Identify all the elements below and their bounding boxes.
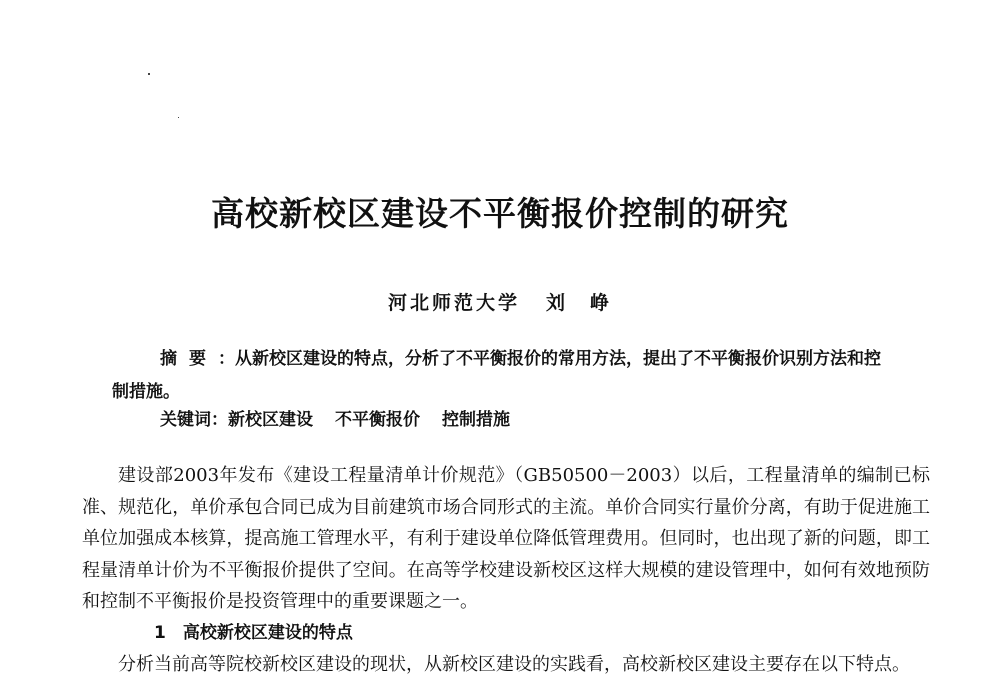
scan-speck — [148, 73, 150, 75]
abstract-label: 摘要 — [160, 349, 218, 369]
section-heading: 1 高校新校区建设的特点 — [154, 622, 353, 643]
body-text — [82, 460, 930, 681]
keyword-item: 控制措施 — [442, 410, 510, 430]
keyword-item: 新校区建设 — [228, 410, 313, 430]
body-paragraph: 建设部2003年发布《建设工程量清单计价规范》（GB50500－2003）以后，工程量清单的编制已标准、规范化，单价承包合同已成为目前建筑市场合同形式的主流。单价合同实行量价分离，有助于促进施工单位加强成本核算，提高施工管理水平，有利于建设单位降低管理费用。但同时，也出现了新的问题，即工程量清单计价为不平衡报价提供了空间。在高等学校建设新校区这样大规模的建设管理中，如何有效地预防和控制不平衡报价是投资管理中的重要课题之一。 — [82, 465, 930, 612]
scan-speck — [178, 117, 179, 118]
abstract — [112, 343, 892, 409]
abstract-text: ：从新校区建设的特点，分析了不平衡报价的常用方法，提出了不平衡报价识别方法和控制措施。 — [112, 349, 881, 402]
author-affiliation: 河北师范大学 — [387, 292, 520, 314]
body-paragraph: 分析当前高等院校新校区建设的现状，从新校区建设的实践看，高校新校区建设主要存在以下特点。 — [118, 654, 910, 675]
author-name: 刘 峥 — [546, 292, 613, 314]
paper-title: 高校新校区建设不平衡报价控制的研究 — [211, 194, 789, 233]
author-line — [0, 288, 1000, 315]
keywords — [160, 405, 532, 430]
keywords-label: 关键词： — [160, 410, 228, 430]
keyword-item: 不平衡报价 — [335, 410, 420, 430]
